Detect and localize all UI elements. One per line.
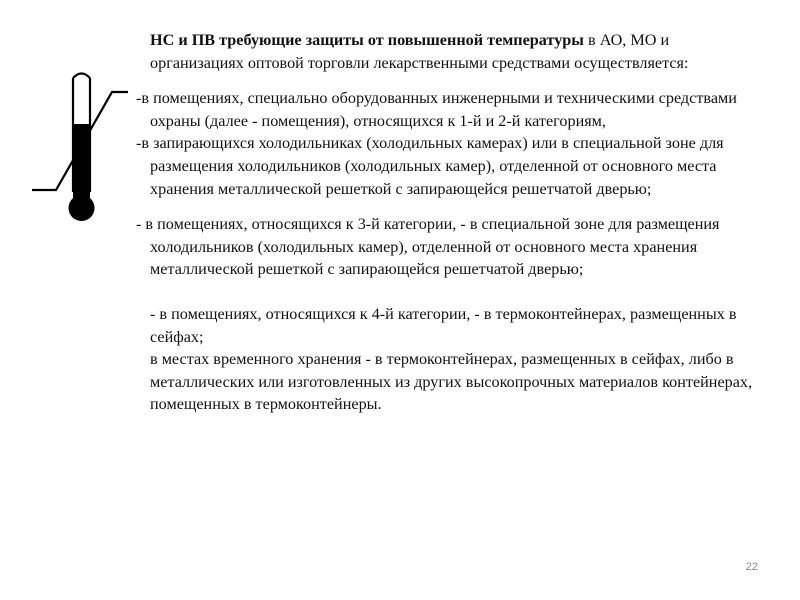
- list-item-2: -в запирающихся холодильниках (холодильных камерах) или в специальной зоне для размещения холодильников (холодильных камер), отделенной от основного места хранения металлической решеткой с запирающейся решетчатой дверью;: [136, 134, 724, 198]
- intro-rest: в АО, МО и организациях оптовой торговли лекарственными средствами осуществляется:: [150, 31, 689, 72]
- intro-heading: НС и ПВ требующие защиты от повышенной температуры: [150, 31, 584, 49]
- list-item-1: -в помещениях, специально оборудованных инженерными и техническими средствами охраны (далее - помещения), относящихся к 1-й и 2-й категориям,: [136, 89, 737, 130]
- list-item-3: - в помещениях, относящихся к 3-й категории, - в специальной зоне для размещения холодильников (холодильных камер), отделенной от основного места хранения металлической решеткой с запирающейся решетчатой дверью;: [136, 215, 720, 279]
- list-item-5: в местах временного хранения - в термоконтейнерах, размещенных в сейфах, либо в металлических или изготовленных из других высокопрочных материалов контейнерах, помещенных в термоконтейнеры.: [150, 350, 753, 414]
- page-number: 22: [745, 561, 758, 573]
- list-item-4: - в помещениях, относящихся к 4-й категории, - в термоконтейнерах, размещенных в сейфах;: [150, 304, 737, 346]
- thermometer-icon: [28, 70, 132, 226]
- intro-paragraph: [136, 29, 760, 74]
- content-text: [136, 29, 760, 416]
